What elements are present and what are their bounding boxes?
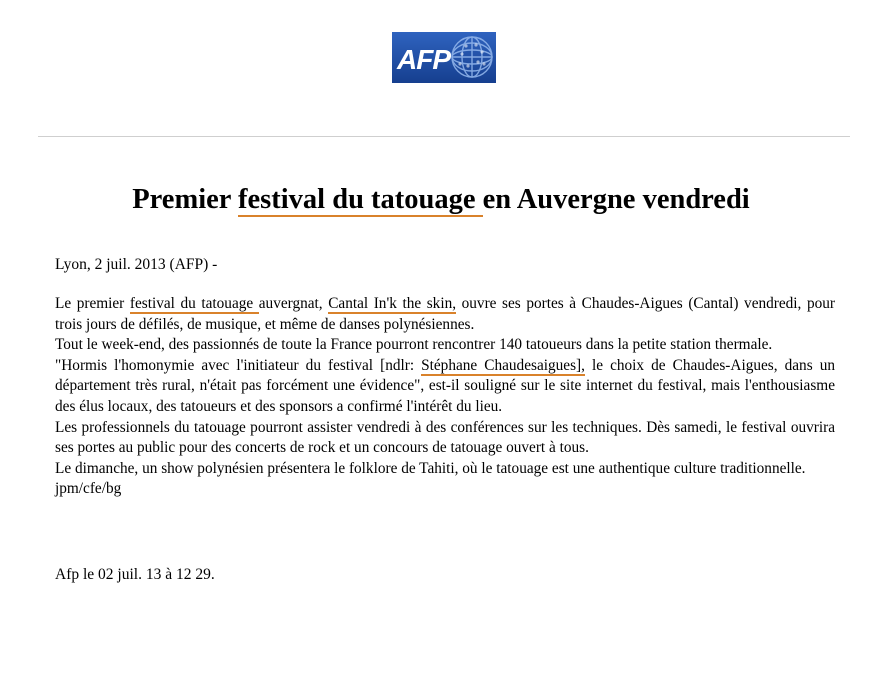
article-title: Premier festival du tatouage en Auvergne vendredi <box>132 184 750 215</box>
highlight-festival: festival du tatouage <box>129 295 259 312</box>
dateline: Lyon, 2 juil. 2013 (AFP) - <box>55 256 218 273</box>
paragraph-3: "Hormis l'homonymie avec l'initiateur du festival [ndlr: Stéphane Chaudesaigues], le choix de Chaudes-Aigues, dans un département très rural, n'était pas forcément une évidence", est-il souligné sur le site internet du festival, mais l'enthousiasme des élus locaux, des tatoueurs et des sponsors a confirmé l'intérêt du lieu. <box>55 356 835 415</box>
paragraph-4: Les professionnels du tatouage pourront assister vendredi à des conférences sur les techniques. Dès samedi, le festival ouvrira ses portes au public pour des concerts de rock et un concours de tatouage ouvert à tous. <box>55 418 835 457</box>
header-divider <box>38 136 850 137</box>
afp-logo-text: AFP <box>397 44 450 75</box>
paragraph-2: Tout le week-end, des passionnés de toute la France pourront rencontrer 140 tatoueurs dans la petite station thermale. <box>55 336 773 354</box>
highlight-chaudesaigues: Stéphane Chaudesaigues], <box>421 356 585 374</box>
afp-globe-icon <box>392 32 496 83</box>
highlight-cantal-ink: Cantal In'k the skin, <box>328 295 457 312</box>
title-highlight: festival du tatouage <box>238 184 483 215</box>
paragraph-1: Le premier festival du tatouage auvergnat, Cantal In'k the skin, ouvre ses portes à Chaudes-Aigues (Cantal) vendredi, pour trois jours de défilés, de musique, et même de danses polynésiennes. <box>55 295 836 333</box>
article-body <box>55 294 835 500</box>
signature: jpm/cfe/bg <box>55 480 122 498</box>
footer-timestamp: Afp le 02 juil. 13 à 12 29. <box>55 566 215 583</box>
paragraph-5: Le dimanche, un show polynésien présentera le folklore de Tahiti, où le tatouage est une authentique culture traditionnelle. <box>55 459 806 477</box>
afp-logo <box>392 32 496 83</box>
